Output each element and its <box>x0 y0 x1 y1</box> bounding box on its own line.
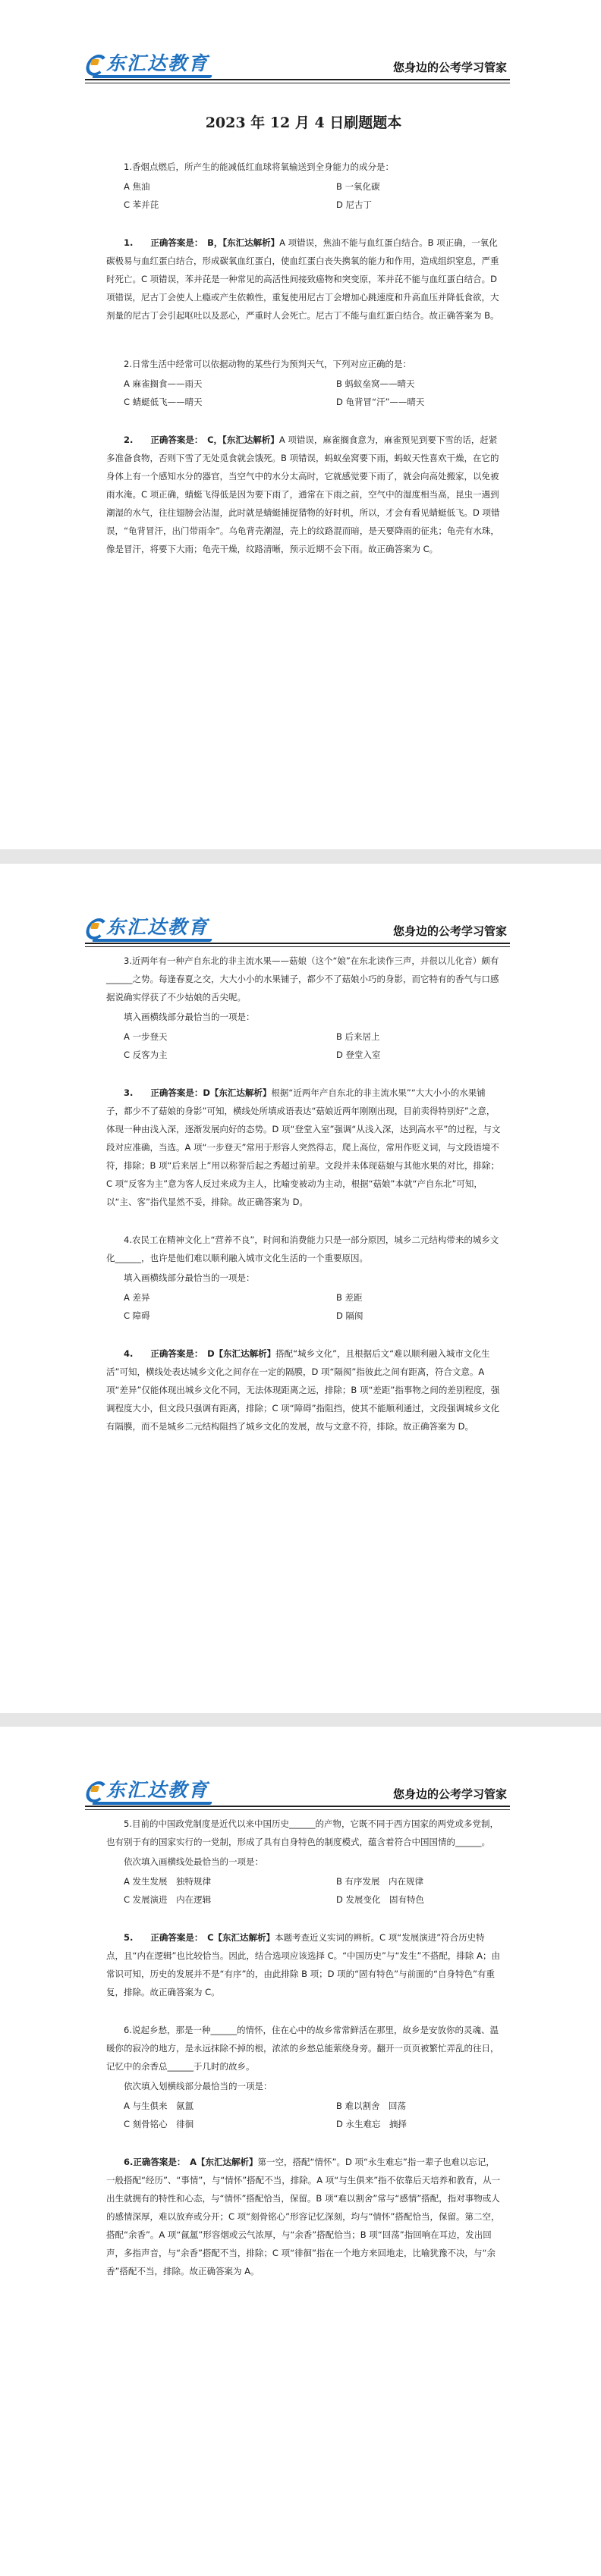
answer-explanation <box>106 431 501 558</box>
document-page-2 <box>0 864 601 1713</box>
option-b: B 差距 <box>336 1292 363 1303</box>
question-stem: 4.农民工在精神文化上“营养不良”，时间和消费能力只是一部分原因，城乡二元结构带来的城乡文化______，也许是他们难以顺利融入城市文化生活的一个重要原因。 <box>106 1235 499 1263</box>
logo-mark-icon <box>85 1779 103 1799</box>
page-content <box>106 1815 501 2280</box>
question-stem: 3.近两年有一种产自东北的非主流水果——菇娘（这个“娘”在东北读作三声，并很以儿化音）颇有______之势。每逢春夏之交，大大小小的水果铺子，都少不了菇娘小巧的身影，而它特有的香气与口感据说确实俘获了不少姑娘的舌尖呢。 <box>106 955 499 1002</box>
answer-text: 第一空，搭配“情怀”。D 项“永生难忘”指一辈子也难以忘记，一般搭配“经历”、“事情”，与“情怀”搭配不当，排除。A 项“与生俱来”指不依靠后天培养和教育，从一出生就拥有的特性和心态，与“情怀”搭配恰当，保留。B 项“难以割舍”常与“感情”搭配，指对事物或人的感情深厚，难以放弃或分开；C 项“刻骨铭心”形容记忆深刻，均与“情怀”搭配恰当，保留。第二空，搭配“余香”。A 项“氤氲”形容烟或云气浓厚，与“余香”搭配恰当；B 项“回荡”指回响在耳边，发出回声，多指声音，与“余香”搭配不当，排除；C 项“徘徊”指在一个地方来回地走，比喻犹豫不决，与“余香”搭配不当，排除。故正确答案为 A。 <box>106 2157 501 2276</box>
logo-mark-icon <box>85 52 103 72</box>
document-page-3 <box>0 1727 601 2576</box>
question-options <box>106 1028 501 1064</box>
question-5 <box>106 1815 501 2001</box>
option-b: B 蚂蚁垒窝——晴天 <box>336 378 415 389</box>
option-a: A 焦油 <box>124 181 150 192</box>
header-divider-thin <box>85 1809 510 1810</box>
question-prompt: 填入画横线部分最恰当的一项是： <box>124 1272 255 1283</box>
page-content <box>106 114 501 558</box>
answer-explanation <box>106 234 501 325</box>
logo-swoosh-icon <box>92 939 212 942</box>
brand-logo <box>85 1775 209 1803</box>
answer-text: 根据“近两年产自东北的非主流水果”“大大小小的水果铺子，都少不了菇娘的身影”可知，横线处所填成语表达“菇娘近两年刚刚出现，目前卖得特别好”之意，体现一种由浅入深，逐渐发展向好的态势。D 项“登堂入室”强调“从浅入深，达到高水平”的过程，与文段对应准确，当选。A 项“一步登天”常用于形容人突然得志，爬上高位，常用作贬义词，与文段语境不符，排除；B 项“后来居上”用以称誉后起之秀超过前辈。文段并未体现菇娘与其他水果的对比，排除；C 项“反客为主”意为客人反过来成为主人，比喻变被动为主动，根据“菇娘”本就“产自东北”可知，以“主、客”指代显然不妥，排除。故正确答案为 D。 <box>106 1087 501 1207</box>
option-a: A 与生俱来 氤氲 <box>124 2101 194 2111</box>
page-header <box>85 47 510 80</box>
answer-label: 5. 正确答案是： C【东汇达解析】 <box>124 1932 275 1943</box>
answer-text: A 项错误，焦油不能与血红蛋白结合。B 项正确，一氧化碳极易与血红蛋白结合，形成碳氧血红蛋白，使血红蛋白丧失携氧的能力和作用，造成组织窒息，严重时死亡。C 项错误，苯并芘是一种常见的高活性间接致癌物和突变原，苯并芘不能与血红蛋白结合。D 项错误，尼古丁会使人上瘾或产生依赖性，重复使用尼古丁会增加心跳速度和升高血压并降低食欲，大剂量的尼古丁会引起呕吐以及恶心，严重时人会死亡。尼古丁不能与血红蛋白结合。故正确答案为 B。 <box>106 237 499 321</box>
question-2 <box>106 355 501 558</box>
option-b: B 有序发展 内在规律 <box>336 1876 424 1887</box>
option-d: D 永生难忘 摘择 <box>336 2119 407 2129</box>
question-4 <box>106 1231 501 1435</box>
option-d: D 尼古丁 <box>336 199 373 210</box>
option-c: C 发展演进 内在逻辑 <box>124 1894 212 1905</box>
option-a: A 麻雀搁食——雨天 <box>124 378 203 389</box>
answer-label: 3. 正确答案是：D【东汇达解析】 <box>124 1087 272 1098</box>
option-a: A 一步登天 <box>124 1031 168 1042</box>
question-options <box>106 177 501 214</box>
brand-logo <box>85 49 209 76</box>
question-stem: 6.说起乡愁，那是一种______的情怀，住在心中的故乡常常鲜活在那里，故乡是安放你的灵魂、温暖你的寂冷的地方，是永远抹除不掉的根，浓浓的乡愁总能萦绕身旁。翻开一页页被繁忙弄乱的往日，记忆中的余香总______于几时的故乡。 <box>106 2025 499 2072</box>
question-prompt: 依次填入划横线部分最恰当的一项是： <box>124 2081 272 2091</box>
question-stem: 1.香烟点燃后，所产生的能减低红血球将氧输送到全身能力的成分是： <box>124 162 394 172</box>
brand-logo <box>85 912 209 940</box>
question-options <box>106 1288 501 1325</box>
header-slogan: 您身边的公考学习管家 <box>392 1787 507 1801</box>
logo-text: 东汇达教育 <box>106 916 209 938</box>
logo-mark-icon <box>85 916 103 936</box>
option-c: C 蜻蜓低飞——晴天 <box>124 397 203 407</box>
option-d: D 龟背冒“汗”——晴天 <box>336 397 425 407</box>
answer-explanation <box>106 2153 501 2280</box>
option-b: B 后来居上 <box>336 1031 380 1042</box>
logo-text: 东汇达教育 <box>106 1779 209 1801</box>
document-title: 2023 年 12 月 4 日刷题题本 <box>205 115 402 131</box>
answer-text: 搭配“城乡文化”，且根据后文“难以顺利融入城市文化生活”可知，横线处表达城乡文化之间存在一定的隔膜，D 项“隔阂”指彼此之间有距离，符合文意。A 项“差异”仅能体现出城乡文化不同，无法体现距离之远，排除；B 项“差距”指事物之间的差别程度，强调程度大小，但文段只强调有距离，排除；C 项“障碍”指阻挡，使其不能顺利通过，文段强调城乡文化有隔膜，而不是城乡二元结构阻挡了城乡文化的发展，故与文意不符，排除。故正确答案为 D。 <box>106 1348 500 1432</box>
answer-label: 2. 正确答案是： C，【东汇达解析】 <box>124 435 279 445</box>
logo-swoosh-icon <box>92 75 212 78</box>
answer-label: 6.正确答案是： A【东汇达解析】 <box>124 2157 258 2167</box>
question-options <box>106 1872 501 1909</box>
logo-swoosh-icon <box>92 1802 212 1805</box>
question-prompt: 填入画横线部分最恰当的一项是： <box>124 1012 255 1022</box>
question-stem: 5.目前的中国政党制度是近代以来中国历史______的产物，它既不同于西方国家的两党或多党制，也有别于有的国家实行的一党制，形成了具有自身特色的制度模式，蕴含着符合中国国情的______。 <box>106 1818 499 1847</box>
option-c: C 障碍 <box>124 1310 150 1321</box>
question-stem: 2.日常生活中经常可以依据动物的某些行为预判天气，下列对应正确的是： <box>124 359 411 369</box>
header-slogan: 您身边的公考学习管家 <box>392 924 507 938</box>
page-header <box>85 1774 510 1807</box>
header-divider <box>85 79 510 80</box>
answer-explanation <box>106 1084 501 1211</box>
question-options <box>106 2097 501 2133</box>
header-divider <box>85 1806 510 1807</box>
answer-explanation <box>106 1344 501 1435</box>
answer-explanation <box>106 1928 501 2001</box>
option-a: A 差异 <box>124 1292 150 1303</box>
option-a: A 发生发展 独特规律 <box>124 1876 212 1887</box>
question-3 <box>106 952 501 1211</box>
question-1 <box>106 158 501 325</box>
option-d: D 隔阂 <box>336 1310 363 1321</box>
option-d: D 发展变化 固有特色 <box>336 1894 425 1905</box>
question-options <box>106 375 501 411</box>
answer-text: 本题考查近义实词的辨析。C 项“发展演进”符合历史特点，且“内在逻辑”也比较恰当。因此，结合选项应该选择 C。“中国历史”与“发生”不搭配，排除 A；由常识可知，历史的发展并不是“有序”的，由此排除 B 项；D 项的“固有特色”与前面的“自身特色”有重复，排除。故正确答案为 C。 <box>106 1932 500 1997</box>
option-c: C 苯并芘 <box>124 199 159 210</box>
header-divider <box>85 943 510 944</box>
page-header <box>85 911 510 944</box>
logo-text: 东汇达教育 <box>106 52 209 74</box>
option-b: B 难以割舍 回荡 <box>336 2101 407 2111</box>
answer-label: 1. 正确答案是： B，【东汇达解析】 <box>124 237 280 248</box>
question-6 <box>106 2021 501 2280</box>
option-c: C 反客为主 <box>124 1050 168 1060</box>
answer-text: A 项错误，麻雀搁食意为，麻雀预见到要下雪的话，赶紧多准备食物，否则下雪了无处觅食就会饿死。B 项错误，蚂蚁垒窝要下雨，蚂蚁天性喜欢干燥，在它的身体上有一个感知水分的器官，当空气中的水分太高时，它就感觉要下雨了，就会向高处搬家，以免被雨水淹。C 项正确，蜻蜓飞得低是因为要下雨了，通常在下雨之前，空气中的湿度相当高，昆虫一遇到潮湿的水气，往往翅膀会沾湿，此时就是蜻蜓捕捉猎物的好时机，所以，才会有看见蜻蜓低飞。D 项错误，“龟背冒汗，出门带雨伞”。乌龟背壳潮湿，壳上的纹路混而暗，是天要降雨的征兆；龟壳有水珠，像是冒汗，将要下大雨；龟壳干燥，纹路清晰，预示近期不会下雨。故正确答案为 C。 <box>106 435 500 554</box>
question-prompt: 依次填入画横线处最恰当的一项是： <box>124 1856 263 1867</box>
option-d: D 登堂入室 <box>336 1050 381 1060</box>
page-content <box>106 952 501 1435</box>
option-b: B 一氧化碳 <box>336 181 380 192</box>
option-c: C 刻骨铭心 徘徊 <box>124 2119 194 2129</box>
document-page-1 <box>0 0 601 849</box>
answer-label: 4. 正确答案是： D【东汇达解析】 <box>124 1348 276 1359</box>
header-slogan: 您身边的公考学习管家 <box>392 61 507 74</box>
header-divider-thin <box>85 946 510 947</box>
